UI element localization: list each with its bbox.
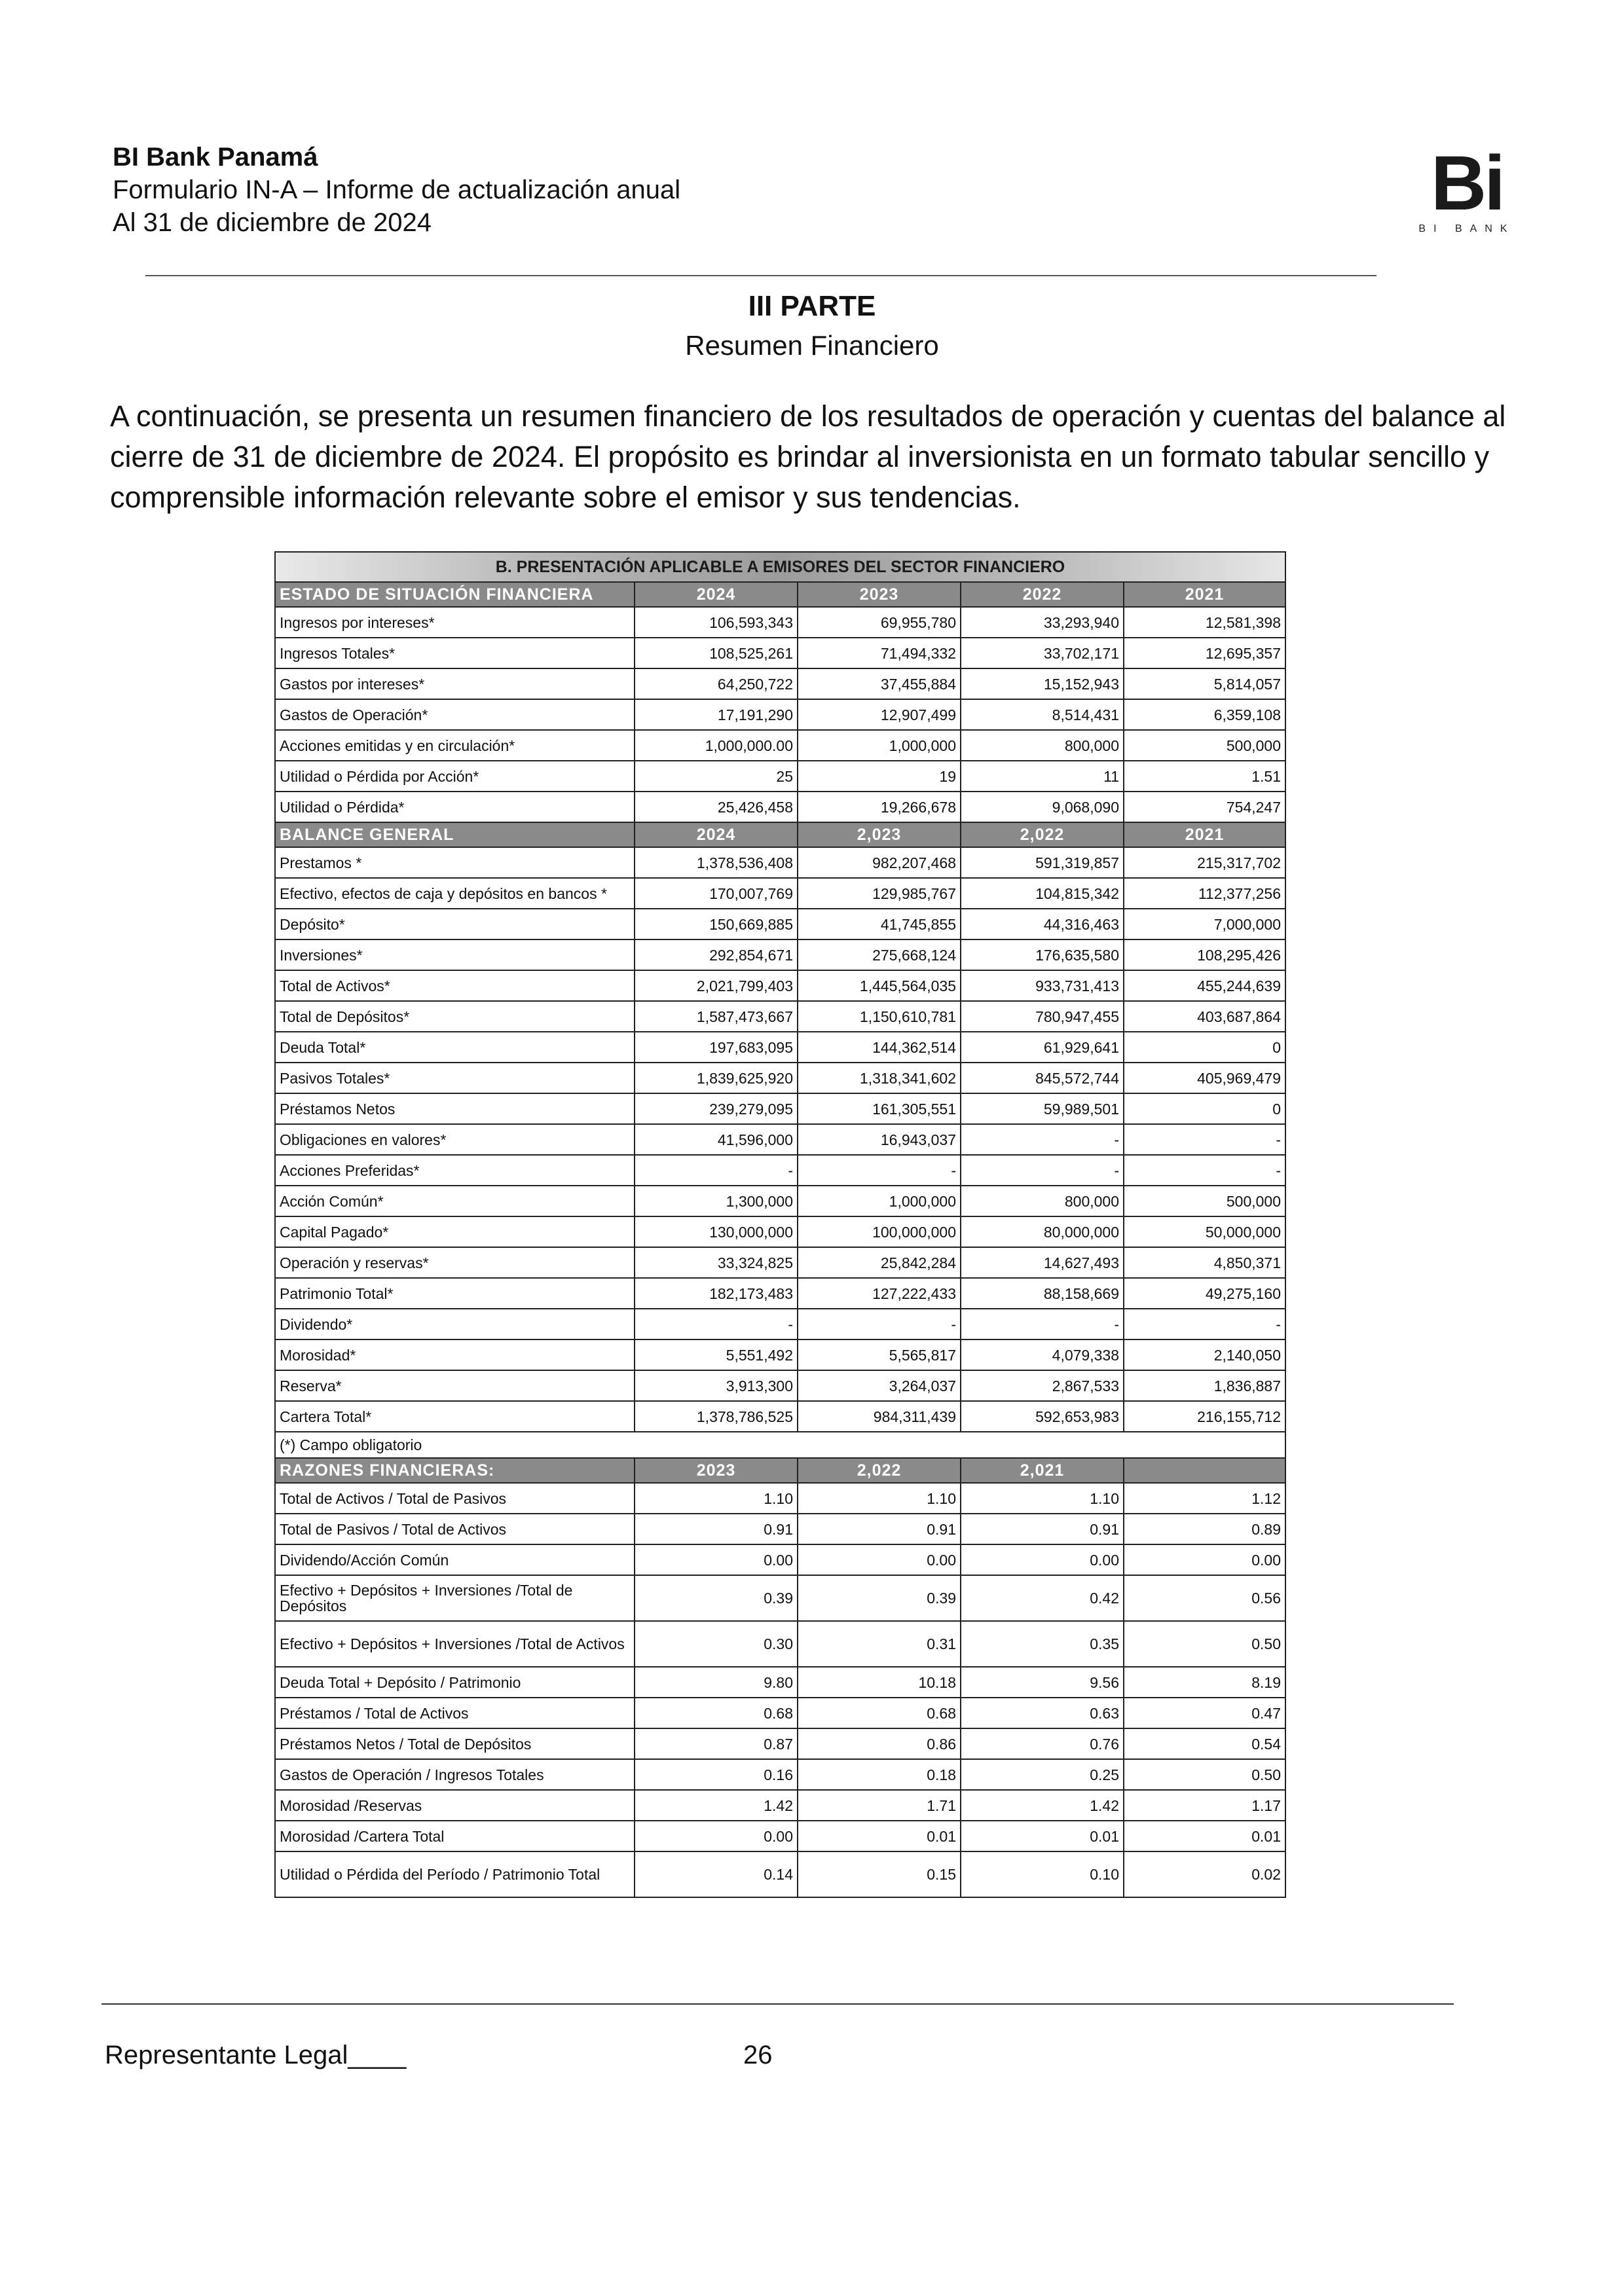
value-cell: 1,300,000 bbox=[635, 1186, 798, 1216]
value-cell: 1,587,473,667 bbox=[635, 1001, 798, 1032]
value-cell: - bbox=[1124, 1124, 1285, 1155]
value-cell: 9.80 bbox=[635, 1667, 798, 1698]
value-cell: 1,836,887 bbox=[1124, 1370, 1285, 1401]
value-cell: 17,191,290 bbox=[635, 699, 798, 730]
value-cell: 19 bbox=[798, 761, 961, 792]
row-label: Dividendo/Acción Común bbox=[275, 1544, 635, 1575]
value-cell: 0.01 bbox=[798, 1821, 961, 1851]
table-row bbox=[275, 1759, 1285, 1790]
row-label: Operación y reservas* bbox=[275, 1247, 635, 1278]
value-cell: 1.71 bbox=[798, 1790, 961, 1821]
company-name: BI Bank Panamá bbox=[113, 143, 318, 172]
table-row bbox=[275, 1401, 1285, 1432]
value-cell: 64,250,722 bbox=[635, 668, 798, 699]
value-cell: 1.42 bbox=[635, 1790, 798, 1821]
value-cell: 216,155,712 bbox=[1124, 1401, 1285, 1432]
value-cell: 0.91 bbox=[635, 1514, 798, 1544]
value-cell: 176,635,580 bbox=[961, 939, 1124, 970]
table-row bbox=[275, 847, 1285, 878]
table-row bbox=[275, 1667, 1285, 1698]
value-cell: 3,264,037 bbox=[798, 1370, 961, 1401]
value-cell: 5,565,817 bbox=[798, 1339, 961, 1370]
table-row bbox=[275, 1063, 1285, 1093]
table-row bbox=[275, 1186, 1285, 1216]
value-cell: 41,596,000 bbox=[635, 1124, 798, 1155]
value-cell: 7,000,000 bbox=[1124, 909, 1285, 939]
value-cell: 0.02 bbox=[1124, 1851, 1285, 1897]
row-label: Gastos por intereses* bbox=[275, 668, 635, 699]
table-row bbox=[275, 1124, 1285, 1155]
value-cell: 0.63 bbox=[961, 1698, 1124, 1728]
value-cell: 33,702,171 bbox=[961, 638, 1124, 668]
year-header: 2,022 bbox=[961, 822, 1124, 847]
section-header-balance bbox=[275, 822, 1285, 847]
value-cell: 0.31 bbox=[798, 1621, 961, 1667]
value-cell: 0.86 bbox=[798, 1728, 961, 1759]
table-row bbox=[275, 730, 1285, 761]
value-cell: 1,150,610,781 bbox=[798, 1001, 961, 1032]
value-cell: 59,989,501 bbox=[961, 1093, 1124, 1124]
row-label: Acción Común* bbox=[275, 1186, 635, 1216]
logo-wordmark: BI BANK bbox=[1418, 223, 1515, 234]
table-row bbox=[275, 970, 1285, 1001]
row-label: Efectivo + Depósitos + Inversiones /Total de Activos bbox=[275, 1621, 635, 1667]
value-cell: 275,668,124 bbox=[798, 939, 961, 970]
row-label: Acciones emitidas y en circulación* bbox=[275, 730, 635, 761]
value-cell: 1.12 bbox=[1124, 1483, 1285, 1514]
table-row bbox=[275, 1514, 1285, 1544]
value-cell: - bbox=[961, 1124, 1124, 1155]
report-date: Al 31 de diciembre de 2024 bbox=[113, 208, 432, 237]
mandatory-field-note: (*) Campo obligatorio bbox=[275, 1432, 1285, 1458]
value-cell: 2,021,799,403 bbox=[635, 970, 798, 1001]
value-cell: 0.00 bbox=[798, 1544, 961, 1575]
value-cell: 0.91 bbox=[961, 1514, 1124, 1544]
table-row bbox=[275, 1278, 1285, 1309]
table-row bbox=[275, 638, 1285, 668]
value-cell: 1,378,786,525 bbox=[635, 1401, 798, 1432]
value-cell: 1,000,000 bbox=[798, 730, 961, 761]
value-cell: 1.17 bbox=[1124, 1790, 1285, 1821]
value-cell: 170,007,769 bbox=[635, 878, 798, 909]
value-cell: 0.16 bbox=[635, 1759, 798, 1790]
row-label: Préstamos / Total de Activos bbox=[275, 1698, 635, 1728]
legal-representative-signature: Representante Legal____ bbox=[105, 2041, 407, 2069]
row-label: Préstamos Netos bbox=[275, 1093, 635, 1124]
value-cell: 104,815,342 bbox=[961, 878, 1124, 909]
value-cell: 455,244,639 bbox=[1124, 970, 1285, 1001]
value-cell: 292,854,671 bbox=[635, 939, 798, 970]
row-label: Ingresos Totales* bbox=[275, 638, 635, 668]
table-row bbox=[275, 668, 1285, 699]
value-cell: 25,842,284 bbox=[798, 1247, 961, 1278]
logo-mark: Bi bbox=[1431, 140, 1503, 227]
value-cell: 106,593,343 bbox=[635, 607, 798, 638]
row-label: Morosidad* bbox=[275, 1339, 635, 1370]
value-cell: 12,907,499 bbox=[798, 699, 961, 730]
value-cell: 8,514,431 bbox=[961, 699, 1124, 730]
value-cell: 8.19 bbox=[1124, 1667, 1285, 1698]
row-label: Deuda Total* bbox=[275, 1032, 635, 1063]
value-cell: 1.42 bbox=[961, 1790, 1124, 1821]
intro-paragraph: A continuación, se presenta un resumen financiero de los resultados de operación y cuentas del balance al cierre de 31 de diciembre de 2024. El propósito es brindar al inversionista en un formato tabular sencillo y comprensible información relevante sobre el emisor y sus tendencias. bbox=[110, 399, 1506, 514]
value-cell: 1.51 bbox=[1124, 761, 1285, 792]
value-cell: 500,000 bbox=[1124, 1186, 1285, 1216]
value-cell: 41,745,855 bbox=[798, 909, 961, 939]
row-label: Reserva* bbox=[275, 1370, 635, 1401]
value-cell: 0.39 bbox=[635, 1575, 798, 1621]
value-cell: 0.42 bbox=[961, 1575, 1124, 1621]
table-row bbox=[275, 909, 1285, 939]
value-cell: 161,305,551 bbox=[798, 1093, 961, 1124]
value-cell: 780,947,455 bbox=[961, 1001, 1124, 1032]
year-header: 2,021 bbox=[961, 1458, 1124, 1483]
value-cell: - bbox=[635, 1155, 798, 1186]
value-cell: 19,266,678 bbox=[798, 792, 961, 822]
value-cell: 5,814,057 bbox=[1124, 668, 1285, 699]
value-cell: 239,279,095 bbox=[635, 1093, 798, 1124]
value-cell: 0.18 bbox=[798, 1759, 961, 1790]
section-header-estado bbox=[275, 582, 1285, 607]
value-cell: 0 bbox=[1124, 1093, 1285, 1124]
value-cell: 182,173,483 bbox=[635, 1278, 798, 1309]
value-cell: 0.10 bbox=[961, 1851, 1124, 1897]
row-label: Total de Activos / Total de Pasivos bbox=[275, 1483, 635, 1514]
value-cell: 33,293,940 bbox=[961, 607, 1124, 638]
value-cell: - bbox=[961, 1309, 1124, 1339]
value-cell: 0.47 bbox=[1124, 1698, 1285, 1728]
value-cell: 405,969,479 bbox=[1124, 1063, 1285, 1093]
value-cell: 984,311,439 bbox=[798, 1401, 961, 1432]
value-cell: 0.89 bbox=[1124, 1514, 1285, 1544]
section-title: RAZONES FINANCIERAS: bbox=[275, 1458, 635, 1483]
value-cell: 0.91 bbox=[798, 1514, 961, 1544]
value-cell: 108,525,261 bbox=[635, 638, 798, 668]
value-cell: 100,000,000 bbox=[798, 1216, 961, 1247]
part-title: III PARTE bbox=[748, 290, 876, 322]
table-row bbox=[275, 792, 1285, 822]
document-header bbox=[113, 141, 680, 239]
value-cell: 0.56 bbox=[1124, 1575, 1285, 1621]
value-cell: 50,000,000 bbox=[1124, 1216, 1285, 1247]
section-header-razones bbox=[275, 1458, 1285, 1483]
table-row bbox=[275, 1247, 1285, 1278]
row-label: Efectivo, efectos de caja y depósitos en bancos * bbox=[275, 878, 635, 909]
table-row bbox=[275, 761, 1285, 792]
value-cell: 0.76 bbox=[961, 1728, 1124, 1759]
table-banner-row bbox=[275, 552, 1285, 582]
value-cell: 69,955,780 bbox=[798, 607, 961, 638]
value-cell: 500,000 bbox=[1124, 730, 1285, 761]
year-header: 2021 bbox=[1124, 822, 1285, 847]
row-label: Deuda Total + Depósito / Patrimonio bbox=[275, 1667, 635, 1698]
part-subtitle: Resumen Financiero bbox=[685, 330, 939, 361]
row-label: Cartera Total* bbox=[275, 1401, 635, 1432]
value-cell: 1,445,564,035 bbox=[798, 970, 961, 1001]
value-cell: 0 bbox=[1124, 1032, 1285, 1063]
value-cell: 37,455,884 bbox=[798, 668, 961, 699]
table-row bbox=[275, 1575, 1285, 1621]
value-cell: - bbox=[798, 1309, 961, 1339]
value-cell: 49,275,160 bbox=[1124, 1278, 1285, 1309]
value-cell: 11 bbox=[961, 761, 1124, 792]
bi-bank-logo bbox=[1401, 140, 1532, 235]
section-title: ESTADO DE SITUACIÓN FINANCIERA bbox=[275, 582, 635, 607]
year-header: 2023 bbox=[798, 582, 961, 607]
value-cell: 108,295,426 bbox=[1124, 939, 1285, 970]
value-cell: 0.68 bbox=[798, 1698, 961, 1728]
row-label: Total de Pasivos / Total de Activos bbox=[275, 1514, 635, 1544]
table-row bbox=[275, 1821, 1285, 1851]
value-cell: 1.10 bbox=[635, 1483, 798, 1514]
year-header: 2,022 bbox=[798, 1458, 961, 1483]
year-header: 2,023 bbox=[798, 822, 961, 847]
value-cell: 982,207,468 bbox=[798, 847, 961, 878]
table-row bbox=[275, 607, 1285, 638]
value-cell: 150,669,885 bbox=[635, 909, 798, 939]
row-label: Depósito* bbox=[275, 909, 635, 939]
table-row bbox=[275, 1483, 1285, 1514]
value-cell: 403,687,864 bbox=[1124, 1001, 1285, 1032]
value-cell: 754,247 bbox=[1124, 792, 1285, 822]
value-cell: 44,316,463 bbox=[961, 909, 1124, 939]
year-header: 2021 bbox=[1124, 582, 1285, 607]
page-number: 26 bbox=[743, 2041, 773, 2069]
year-header: 2023 bbox=[635, 1458, 798, 1483]
row-label: Obligaciones en valores* bbox=[275, 1124, 635, 1155]
header-divider bbox=[145, 275, 1376, 276]
value-cell: 25,426,458 bbox=[635, 792, 798, 822]
value-cell: 0.35 bbox=[961, 1621, 1124, 1667]
value-cell: 0.00 bbox=[635, 1544, 798, 1575]
value-cell: 71,494,332 bbox=[798, 638, 961, 668]
table-row bbox=[275, 699, 1285, 730]
table-row bbox=[275, 1309, 1285, 1339]
value-cell: 0.68 bbox=[635, 1698, 798, 1728]
year-header bbox=[1124, 1458, 1285, 1483]
value-cell: 2,140,050 bbox=[1124, 1339, 1285, 1370]
table-row bbox=[275, 1216, 1285, 1247]
value-cell: 33,324,825 bbox=[635, 1247, 798, 1278]
value-cell: 1,839,625,920 bbox=[635, 1063, 798, 1093]
row-label: Utilidad o Pérdida del Período / Patrimonio Total bbox=[275, 1851, 635, 1897]
value-cell: 933,731,413 bbox=[961, 970, 1124, 1001]
year-header: 2024 bbox=[635, 822, 798, 847]
row-label: Utilidad o Pérdida* bbox=[275, 792, 635, 822]
value-cell: 16,943,037 bbox=[798, 1124, 961, 1155]
value-cell: 0.14 bbox=[635, 1851, 798, 1897]
value-cell: 0.25 bbox=[961, 1759, 1124, 1790]
value-cell: 25 bbox=[635, 761, 798, 792]
value-cell: 12,695,357 bbox=[1124, 638, 1285, 668]
value-cell: 10.18 bbox=[798, 1667, 961, 1698]
value-cell: 130,000,000 bbox=[635, 1216, 798, 1247]
value-cell: 12,581,398 bbox=[1124, 607, 1285, 638]
value-cell: 0.00 bbox=[961, 1544, 1124, 1575]
table-row bbox=[275, 939, 1285, 970]
row-label: Ingresos por intereses* bbox=[275, 607, 635, 638]
value-cell: 591,319,857 bbox=[961, 847, 1124, 878]
value-cell: 127,222,433 bbox=[798, 1278, 961, 1309]
value-cell: 0.01 bbox=[961, 1821, 1124, 1851]
value-cell: 112,377,256 bbox=[1124, 878, 1285, 909]
row-label: Préstamos Netos / Total de Depósitos bbox=[275, 1728, 635, 1759]
value-cell: 4,079,338 bbox=[961, 1339, 1124, 1370]
value-cell: 88,158,669 bbox=[961, 1278, 1124, 1309]
row-label: Utilidad o Pérdida por Acción* bbox=[275, 761, 635, 792]
table-row bbox=[275, 1155, 1285, 1186]
value-cell: - bbox=[961, 1155, 1124, 1186]
row-label: Total de Activos* bbox=[275, 970, 635, 1001]
row-label: Morosidad /Reservas bbox=[275, 1790, 635, 1821]
value-cell: 800,000 bbox=[961, 1186, 1124, 1216]
form-title: Formulario IN-A – Informe de actualización anual bbox=[113, 175, 681, 204]
row-label: Dividendo* bbox=[275, 1309, 635, 1339]
value-cell: 845,572,744 bbox=[961, 1063, 1124, 1093]
row-label: Gastos de Operación* bbox=[275, 699, 635, 730]
table-row bbox=[275, 1370, 1285, 1401]
value-cell: 0.01 bbox=[1124, 1821, 1285, 1851]
financial-summary-table bbox=[274, 551, 1286, 1898]
value-cell: 129,985,767 bbox=[798, 878, 961, 909]
value-cell: 0.00 bbox=[1124, 1544, 1285, 1575]
table-row bbox=[275, 1001, 1285, 1032]
value-cell: - bbox=[1124, 1155, 1285, 1186]
row-label: Efectivo + Depósitos + Inversiones /Total de Depósitos bbox=[275, 1575, 635, 1621]
value-cell: 5,551,492 bbox=[635, 1339, 798, 1370]
value-cell: 0.54 bbox=[1124, 1728, 1285, 1759]
value-cell: 6,359,108 bbox=[1124, 699, 1285, 730]
value-cell: - bbox=[798, 1155, 961, 1186]
table-row bbox=[275, 1544, 1285, 1575]
mandatory-field-note-row bbox=[275, 1432, 1285, 1458]
footer-divider bbox=[101, 2003, 1454, 2005]
row-label: Patrimonio Total* bbox=[275, 1278, 635, 1309]
value-cell: - bbox=[635, 1309, 798, 1339]
value-cell: - bbox=[1124, 1309, 1285, 1339]
value-cell: 1,000,000 bbox=[798, 1186, 961, 1216]
value-cell: 9.56 bbox=[961, 1667, 1124, 1698]
value-cell: 61,929,641 bbox=[961, 1032, 1124, 1063]
value-cell: 0.50 bbox=[1124, 1621, 1285, 1667]
value-cell: 0.00 bbox=[635, 1821, 798, 1851]
row-label: Gastos de Operación / Ingresos Totales bbox=[275, 1759, 635, 1790]
value-cell: 1,000,000.00 bbox=[635, 730, 798, 761]
table-row bbox=[275, 1621, 1285, 1667]
value-cell: 0.15 bbox=[798, 1851, 961, 1897]
value-cell: 3,913,300 bbox=[635, 1370, 798, 1401]
value-cell: 2,867,533 bbox=[961, 1370, 1124, 1401]
table-row bbox=[275, 1032, 1285, 1063]
value-cell: 15,152,943 bbox=[961, 668, 1124, 699]
table-row bbox=[275, 878, 1285, 909]
table-banner: B. PRESENTACIÓN APLICABLE A EMISORES DEL SECTOR FINANCIERO bbox=[275, 552, 1285, 582]
table-row bbox=[275, 1728, 1285, 1759]
value-cell: 1.10 bbox=[798, 1483, 961, 1514]
value-cell: 9,068,090 bbox=[961, 792, 1124, 822]
section-title: BALANCE GENERAL bbox=[275, 822, 635, 847]
row-label: Prestamos * bbox=[275, 847, 635, 878]
row-label: Pasivos Totales* bbox=[275, 1063, 635, 1093]
value-cell: 4,850,371 bbox=[1124, 1247, 1285, 1278]
value-cell: 592,653,983 bbox=[961, 1401, 1124, 1432]
value-cell: 80,000,000 bbox=[961, 1216, 1124, 1247]
row-label: Acciones Preferidas* bbox=[275, 1155, 635, 1186]
row-label: Total de Depósitos* bbox=[275, 1001, 635, 1032]
row-label: Inversiones* bbox=[275, 939, 635, 970]
value-cell: 215,317,702 bbox=[1124, 847, 1285, 878]
row-label: Capital Pagado* bbox=[275, 1216, 635, 1247]
table-row bbox=[275, 1093, 1285, 1124]
table-row bbox=[275, 1790, 1285, 1821]
value-cell: 0.50 bbox=[1124, 1759, 1285, 1790]
table-row bbox=[275, 1851, 1285, 1897]
table-row bbox=[275, 1339, 1285, 1370]
value-cell: 0.87 bbox=[635, 1728, 798, 1759]
value-cell: 1,318,341,602 bbox=[798, 1063, 961, 1093]
value-cell: 0.30 bbox=[635, 1621, 798, 1667]
value-cell: 0.39 bbox=[798, 1575, 961, 1621]
row-label: Morosidad /Cartera Total bbox=[275, 1821, 635, 1851]
table-row bbox=[275, 1698, 1285, 1728]
value-cell: 1.10 bbox=[961, 1483, 1124, 1514]
value-cell: 1,378,536,408 bbox=[635, 847, 798, 878]
value-cell: 197,683,095 bbox=[635, 1032, 798, 1063]
value-cell: 14,627,493 bbox=[961, 1247, 1124, 1278]
value-cell: 144,362,514 bbox=[798, 1032, 961, 1063]
year-header: 2022 bbox=[961, 582, 1124, 607]
value-cell: 800,000 bbox=[961, 730, 1124, 761]
year-header: 2024 bbox=[635, 582, 798, 607]
